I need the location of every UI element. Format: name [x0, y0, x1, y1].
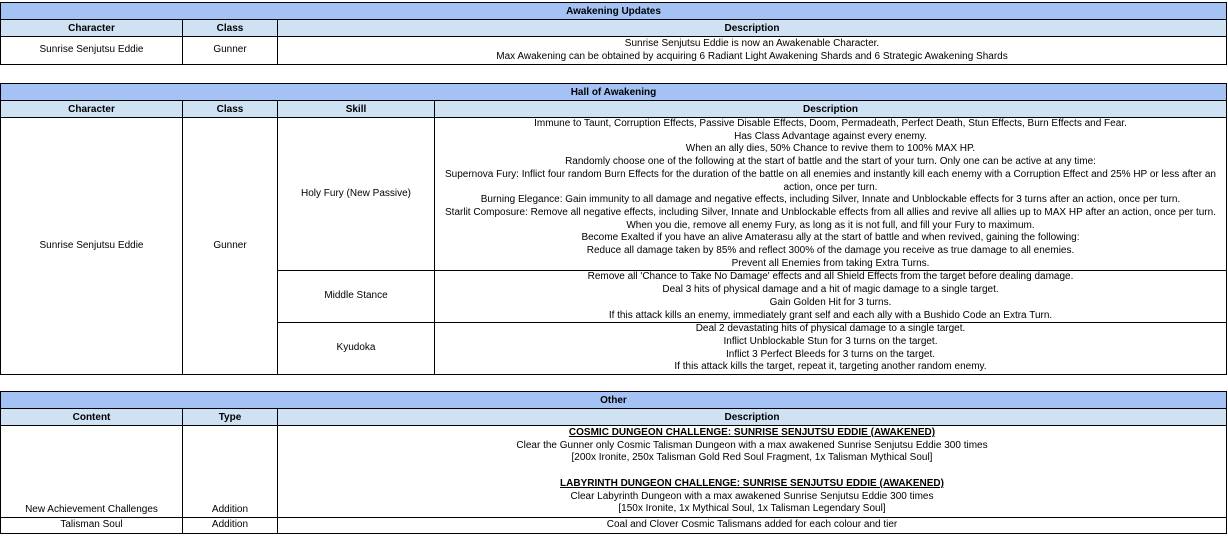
- character-cell: Sunrise Senjutsu Eddie: [1, 118, 183, 375]
- skill-line: If this attack kills an enemy, immediately grant self and each ally with a Bushido Code an Extra Turn.: [608, 309, 1053, 321]
- skill-line: Inflict Unblockable Stun for 3 turns on the target.: [723, 335, 938, 347]
- skill-name-kyudoka: Kyudoka: [278, 323, 435, 375]
- class-cell: Gunner: [183, 37, 278, 65]
- skill-line: Prevent all Enemies from taking Extra Turns.: [731, 257, 930, 269]
- type-cell: Addition: [183, 518, 278, 534]
- skill-line: Burning Elegance: Gain immunity to all damage and negative effects, including Silver, Innate and Unblockable effects for 3 turns after an action, once per turn.: [480, 194, 1181, 206]
- content-cell: Talisman Soul: [1, 518, 183, 534]
- header-description: Description: [278, 20, 1227, 37]
- hall-of-awakening-table: [0, 83, 1227, 375]
- description-cell: [278, 37, 1227, 65]
- header-skill: Skill: [278, 101, 435, 118]
- other-title: Other: [1, 392, 1227, 409]
- skill-line: Deal 3 hits of physical damage and a hit of magic damage to a single target.: [662, 284, 999, 296]
- header-character: Character: [1, 20, 183, 37]
- skill-line: If this attack kills the target, repeat it, targeting another random enemy.: [674, 361, 987, 373]
- skill-description-holy-fury: [435, 118, 1227, 271]
- challenge-heading: COSMIC DUNGEON CHALLENGE: SUNRISE SENJUTSU EDDIE (AWAKENED): [568, 427, 936, 439]
- class-cell: Gunner: [183, 118, 278, 375]
- header-content: Content: [1, 409, 183, 426]
- header-class: Class: [183, 20, 278, 37]
- skill-line: Starlit Composure: Remove all negative effects, including Silver, Innate and Unblockable effects from all allies and revive all allies up to MAX HP after an action, once per turn. When you die, remove all enemy Fury, as long as it is not full, and fill your Fury to maximum.: [445, 206, 1216, 231]
- skill-line: Reduce all damage taken by 85% and reflect 300% of the damage you receive as true damage to all enemies.: [586, 245, 1075, 257]
- awakening-updates-title: Awakening Updates: [1, 3, 1227, 20]
- achievement-description-cell: [278, 426, 1227, 518]
- skill-line: Inflict 3 Perfect Bleeds for 3 turns on the target.: [726, 348, 935, 360]
- challenge-heading: LABYRINTH DUNGEON CHALLENGE: SUNRISE SENJUTSU EDDIE (AWAKENED): [560, 477, 944, 489]
- challenge-line: Clear Labyrinth Dungeon with a max awakened Sunrise Senjutsu Eddie 300 times: [570, 490, 934, 502]
- skill-line: Immune to Taunt, Corruption Effects, Passive Disable Effects, Doom, Permadeath, Perfect Death, Stun Effects, Burn Effects and Fear.: [534, 118, 1127, 129]
- skill-line: Has Class Advantage against every enemy.: [734, 130, 927, 142]
- skill-line: Deal 2 devastating hits of physical damage to a single target.: [695, 323, 966, 335]
- skill-line: Become Exalted if you have an alive Amaterasu ally at the start of battle and when revived, gaining the following:: [581, 232, 1080, 244]
- skill-line: Remove all 'Chance to Take No Damage' effects and all Shield Effects from the target before dealing damage.: [587, 271, 1074, 283]
- challenge-rewards: [200x Ironite, 250x Talisman Gold Red Soul Fragment, 1x Talisman Mythical Soul]: [571, 452, 933, 464]
- challenge-rewards: [150x Ironite, 1x Mythical Soul, 1x Talisman Legendary Soul]: [618, 503, 886, 515]
- skill-name-holy-fury: Holy Fury (New Passive): [278, 118, 435, 271]
- header-description: Description: [278, 409, 1227, 426]
- header-type: Type: [183, 409, 278, 426]
- header-description: Description: [435, 101, 1227, 118]
- challenge-line: Clear the Gunner only Cosmic Talisman Dungeon with a max awakened Sunrise Senjutsu Eddie 300 times: [516, 439, 988, 451]
- description-line: Max Awakening can be obtained by acquiring 6 Radiant Light Awakening Shards and 6 Strategic Awakening Shards: [496, 50, 1008, 62]
- spacer: [280, 465, 1224, 478]
- skill-description-middle-stance: [435, 271, 1227, 323]
- type-cell: Addition: [183, 426, 278, 518]
- skill-line: Gain Golden Hit for 3 turns.: [769, 296, 892, 308]
- skill-line: When an ally dies, 50% Chance to revive them to 100% MAX HP.: [685, 143, 976, 155]
- skill-line: Randomly choose one of the following at the start of battle and the start of your turn. Only one can be active at any time:: [565, 156, 1096, 168]
- character-cell: Sunrise Senjutsu Eddie: [1, 37, 183, 65]
- hall-of-awakening-title: Hall of Awakening: [1, 84, 1227, 101]
- description-line: Sunrise Senjutsu Eddie is now an Awakenable Character.: [624, 37, 880, 49]
- skill-description-kyudoka: [435, 323, 1227, 375]
- other-table: [0, 391, 1227, 534]
- content-cell: New Achievement Challenges: [1, 426, 183, 518]
- skill-name-middle-stance: Middle Stance: [278, 271, 435, 323]
- skill-line: Supernova Fury: Inflict four random Burn Effects for the duration of the battle on all enemies and instantly kill each enemy with a Corruption Effect and 25% HP or less after an action, once per turn.: [445, 168, 1216, 193]
- awakening-updates-table: [0, 2, 1227, 65]
- header-character: Character: [1, 101, 183, 118]
- header-class: Class: [183, 101, 278, 118]
- description-cell: Coal and Clover Cosmic Talismans added for each colour and tier: [278, 518, 1227, 534]
